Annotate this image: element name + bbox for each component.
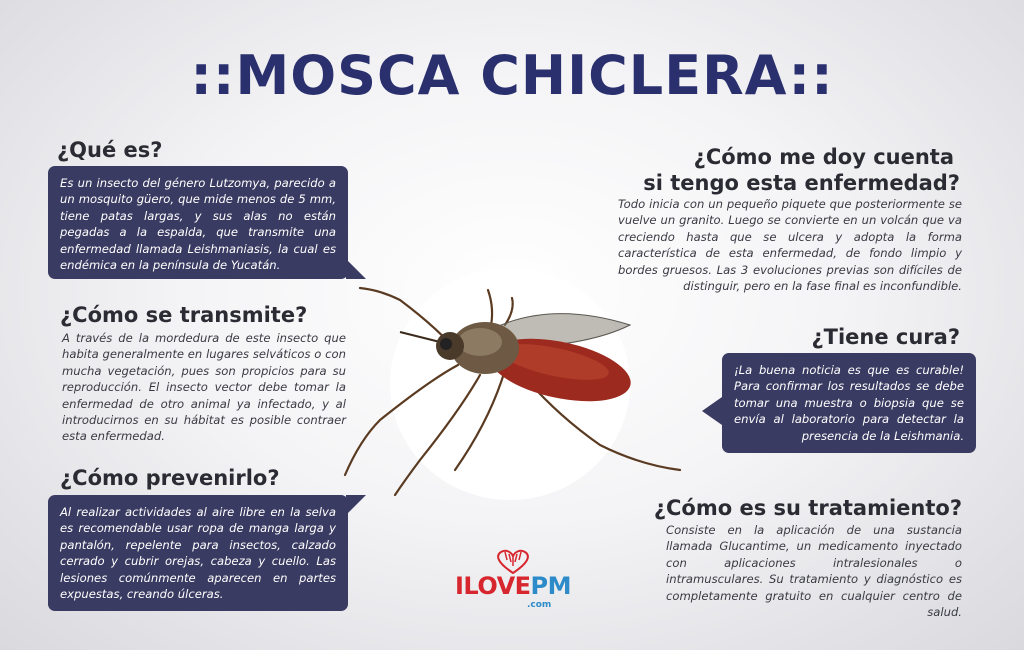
bubble-tail	[702, 397, 722, 425]
logo-suffix: .com	[527, 600, 552, 610]
heading-line-2: si tengo esta enfermedad?	[643, 171, 960, 195]
text-tiene-cura: ¡La buena noticia es que es curable! Para confirmar los resultados se debe tomar una muestra o biopsia que se envía al laboratorio para detectar la presencia de la Leishmania.	[734, 363, 964, 443]
logo-text-ilove: ILOVE	[454, 572, 531, 600]
bubble-como-prevenirlo	[48, 495, 348, 611]
heading-que-es: ¿Qué es?	[57, 138, 163, 162]
text-tratamiento: Consiste en la aplicación de una sustancia llamada Glucantime, un medicamento inyectado con aplicaciones intralesionales o intramusculares. Su tratamiento y diagnóstico es completamente gratuito en cualquier centro de salud.	[666, 523, 962, 620]
heading-como-prevenirlo: ¿Cómo prevenirlo?	[60, 466, 280, 490]
heading-tiene-cura: ¿Tiene cura?	[811, 325, 960, 349]
heading-como-se-transmite: ¿Cómo se transmite?	[60, 303, 308, 327]
bubble-tiene-cura	[722, 353, 976, 453]
page-title: ::MOSCA CHICLERA::	[190, 44, 834, 107]
ilovepm-logo	[453, 548, 573, 618]
mosquito-image	[340, 270, 690, 500]
bubble-que-es	[48, 166, 348, 279]
heading-tratamiento: ¿Cómo es su tratamiento?	[653, 496, 962, 520]
text-como-prevenirlo: Al realizar actividades al aire libre en la selva es recomendable usar ropa de manga larga y pantalón, repelente para insectos, calzado cerrado y cubrir orejas, cabeza y cuello. Las lesiones comúnmente aparecen en partes expuestas, creando úlceras.	[60, 505, 336, 602]
text-como-se-transmite: A través de la mordedura de este insecto que habita generalmente en lugares selváticos o con mucha vegetación, pues son propicios para su reproducción. El insecto vector debe tomar la enfermedad de otro animal ya infectado, y al introducirnos en su hábitat es posible contraer esta enfermedad.	[62, 331, 346, 444]
coral-heart-icon	[493, 548, 533, 574]
logo-text-pm: PM	[530, 572, 572, 600]
text-que-es: Es un insecto del género Lutzomya, parecido a un mosquito güero, que mide menos de 5 mm, tiene patas largas, y sus alas no están pegadas a la espalda, que transmite una enfermedad llamada Leishmaniasis, la cual es endémica en la península de Yucatán.	[60, 176, 336, 273]
logo-wordmark	[453, 572, 573, 600]
text-como-me-doy-cuenta: Todo inicia con un pequeño piquete que posteriormente se vuelve un granito. Luego se convierte en un volcán que va creciendo hasta que se ulcera y adopta la forma característica de esta enfermedad, de fondo limpio y bordes gruesos. Las 3 evoluciones previas son difíciles de distinguir, pero en la fase final es inconfundible.	[618, 197, 962, 294]
heading-line-1: ¿Cómo me doy cuenta	[693, 145, 954, 169]
heading-como-me-doy-cuenta	[640, 144, 960, 196]
